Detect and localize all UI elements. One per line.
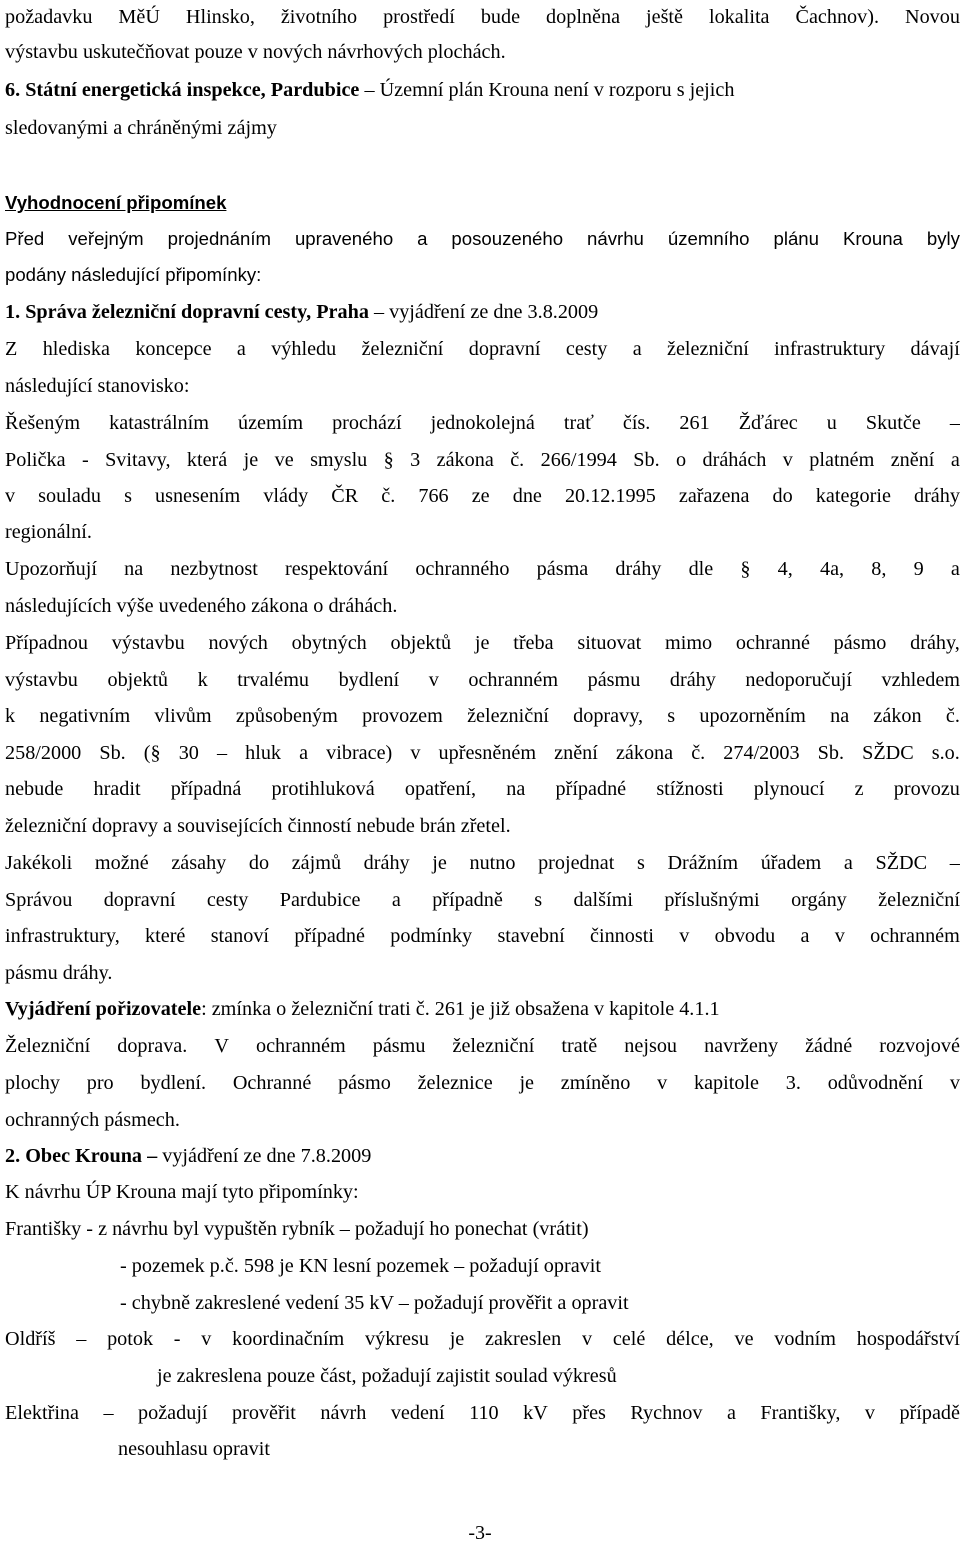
institution-name: 6. Státní energetická inspekce, Pardubice — [5, 79, 360, 101]
text-fragment: – Územní plán Krouna není v rozporu s jejich — [359, 79, 735, 101]
remark-label: Vyjádření pořizovatele — [5, 998, 202, 1020]
text-line: Správou dopravní cesty Pardubice a případně s dalšími příslušnými orgány železniční — [5, 889, 960, 911]
text-line: výstavbu objektů k trvalému bydlení v ochranném pásmu dráhy nedoporučují vzhledem — [5, 669, 960, 691]
list-item: je zakreslena pouze část, požadují zajistit soulad výkresů — [157, 1365, 617, 1387]
list-item: nesouhlasu opravit — [118, 1438, 270, 1460]
text-fragment: – vyjádření ze dne 3.8.2009 — [368, 301, 599, 323]
text-line: Před veřejným projednáním upraveného a posouzeného návrhu územního plánu Krouna byly — [5, 228, 960, 249]
institution-name: 2. Obec Krouna – — [5, 1145, 158, 1167]
list-item: - pozemek p.č. 598 je KN lesní pozemek – požadují opravit — [120, 1255, 601, 1277]
institution-name: 1. Správa železniční dopravní cesty, Praha — [5, 301, 369, 323]
text-line: následující stanovisko: — [5, 375, 190, 397]
text-line: infrastruktury, které stanoví případné podmínky stavební činnosti v obvodu a v ochranném — [5, 925, 960, 947]
remark-line — [5, 992, 960, 1026]
text-line: 258/2000 Sb. (§ 30 – hluk a vibrace) v upřesněném znění zákona č. 274/2003 Sb. SŽDC s.o. — [5, 742, 960, 764]
item-heading-1 — [5, 295, 960, 329]
list-item: - chybně zakreslené vedení 35 kV – požadují prověřit a opravit — [120, 1292, 629, 1314]
list-item: Oldříš – potok - v koordinačním výkresu je zakreslen v celé délce, ve vodním hospodářství — [5, 1328, 960, 1350]
list-item: Františky - z návrhu byl vypuštěn rybník – požadují ho ponechat (vrátit) — [5, 1218, 589, 1240]
page-number: -3- — [468, 1522, 492, 1544]
text-line: požadavku MěÚ Hlinsko, životního prostředí bude doplněna ještě lokalita Čachnov). Novou — [5, 6, 960, 28]
text-line: Řešeným katastrálním územím prochází jednokolejná trať čís. 261 Žďárec u Skutče – — [5, 412, 960, 434]
item-heading-6 — [5, 73, 960, 107]
text-line: železniční dopravy a souvisejících činností nebude brán zřetel. — [5, 815, 511, 837]
document-page — [5, 0, 960, 1552]
text-line: Upozorňují na nezbytnost respektování ochranného pásma dráhy dle § 4, 4a, 8, 9 a — [5, 558, 960, 580]
list-item: Elektřina – požadují prověřit návrh vedení 110 kV přes Rychnov a Františky, v případě — [5, 1402, 960, 1424]
text-line: sledovanými a chráněnými zájmy — [5, 117, 277, 139]
text-line: plochy pro bydlení. Ochranné pásmo železnice je zmíněno v kapitole 3. odůvodnění v — [5, 1072, 960, 1094]
section-heading: Vyhodnocení připomínek — [5, 192, 227, 213]
text-line: k negativním vlivům způsobeným provozem železniční dopravy, s upozorněním na zákon č. — [5, 705, 960, 727]
text-line: Jakékoli možné zásahy do zájmů dráhy je nutno projednat s Drážním úřadem a SŽDC – — [5, 852, 960, 874]
text-line: K návrhu ÚP Krouna mají tyto připomínky: — [5, 1181, 359, 1203]
text-line: Železniční doprava. V ochranném pásmu železniční tratě nejsou navrženy žádné rozvojové — [5, 1035, 960, 1057]
text-line: výstavbu uskutečňovat pouze v nových návrhových plochách. — [5, 41, 506, 63]
text-line: v souladu s usnesením vlády ČR č. 766 ze dne 20.12.1995 zařazena do kategorie dráhy — [5, 485, 960, 507]
text-line: pásmu dráhy. — [5, 962, 113, 984]
text-line: následujících výše uvedeného zákona o dráhách. — [5, 595, 398, 617]
text-line: ochranných pásmech. — [5, 1109, 180, 1131]
item-heading-2 — [5, 1139, 960, 1173]
text-line: Z hlediska koncepce a výhledu železniční dopravní cesty a železniční infrastruktury dávají — [5, 338, 960, 360]
text-fragment: vyjádření ze dne 7.8.2009 — [157, 1145, 372, 1167]
text-fragment: : zmínka o železniční trati č. 261 je již obsažena v kapitole 4.1.1 — [201, 998, 720, 1020]
text-line: Polička - Svitavy, která je ve smyslu § 3 zákona č. 266/1994 Sb. o dráhách v platném znění a — [5, 449, 960, 471]
text-line: Případnou výstavbu nových obytných objektů je třeba situovat mimo ochranné pásmo dráhy, — [5, 632, 960, 654]
text-line: regionální. — [5, 521, 92, 543]
text-line: nebude hradit případná protihluková opatření, na případné stížnosti plynoucí z provozu — [5, 778, 960, 800]
text-line: podány následující připomínky: — [5, 264, 262, 285]
